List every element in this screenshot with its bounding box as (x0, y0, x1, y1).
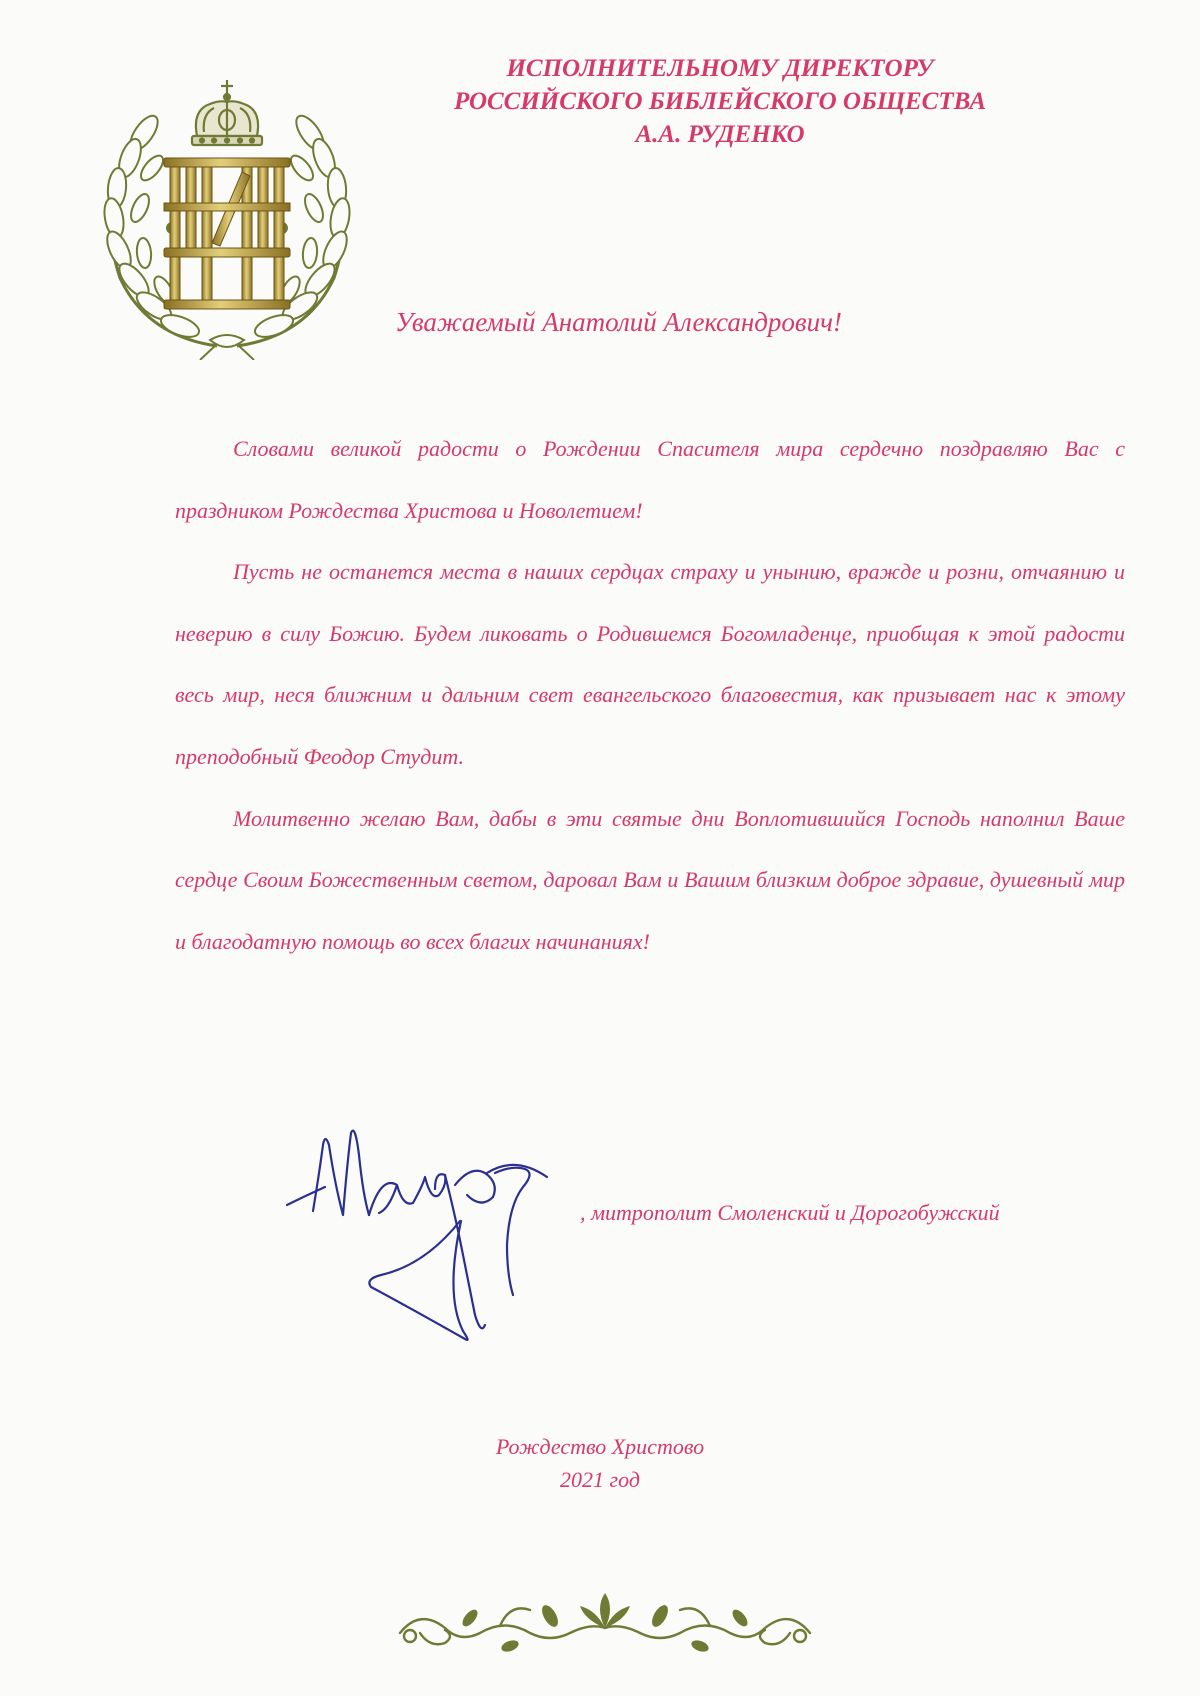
addressee-block (420, 52, 1020, 151)
salutation: Уважаемый Анатолий Александрович! (395, 307, 842, 337)
body-paragraph: Пусть не останется места в наших сердцах страху и унынию, вражде и розни, отчаянию и неверию в силу Божию. Будем ликовать о Родившемся Богомладенце, приобщая к этой радости весь мир, неся ближним и дальним свет евангельского благовестия, как призывает нас к этому преподобный Феодор Студит. (175, 559, 1125, 769)
monogram-icon (164, 158, 290, 309)
floral-ornament-icon (390, 1588, 820, 1658)
body-paragraph: Молитвенно желаю Вам, дабы в эти святые дни Воплотившийся Господь наполнил Ваше сердце Своим Божественным светом, даровал Вам и Вашим близким доброе здравие, душевный мир и благодатную помощь во всех благих начинаниях! (175, 805, 1125, 954)
closing-line: Рождество Христово (495, 1434, 705, 1459)
laurel-wreath-icon (102, 111, 353, 360)
letter-body (175, 418, 1125, 972)
body-paragraph: Словами великой радости о Рождении Спасителя мира сердечно поздравляю Вас с праздником Рождества Христова и Новолетием! (175, 436, 1125, 523)
signature-icon (285, 1125, 575, 1350)
addressee-line: ИСПОЛНИТЕЛЬНОМУ ДИРЕКТОРУ (506, 55, 934, 82)
signature-title: , митрополит Смоленский и Дорогобужский (580, 1200, 1000, 1225)
emblem-icon (92, 78, 362, 360)
crown-icon (192, 80, 262, 145)
addressee-line: РОССИЙСКОГО БИБЛЕЙСКОГО ОБЩЕСТВА (454, 88, 986, 115)
closing-block (400, 1430, 800, 1496)
closing-line: 2021 год (560, 1467, 640, 1492)
addressee-line: А.А. РУДЕНКО (635, 121, 805, 148)
